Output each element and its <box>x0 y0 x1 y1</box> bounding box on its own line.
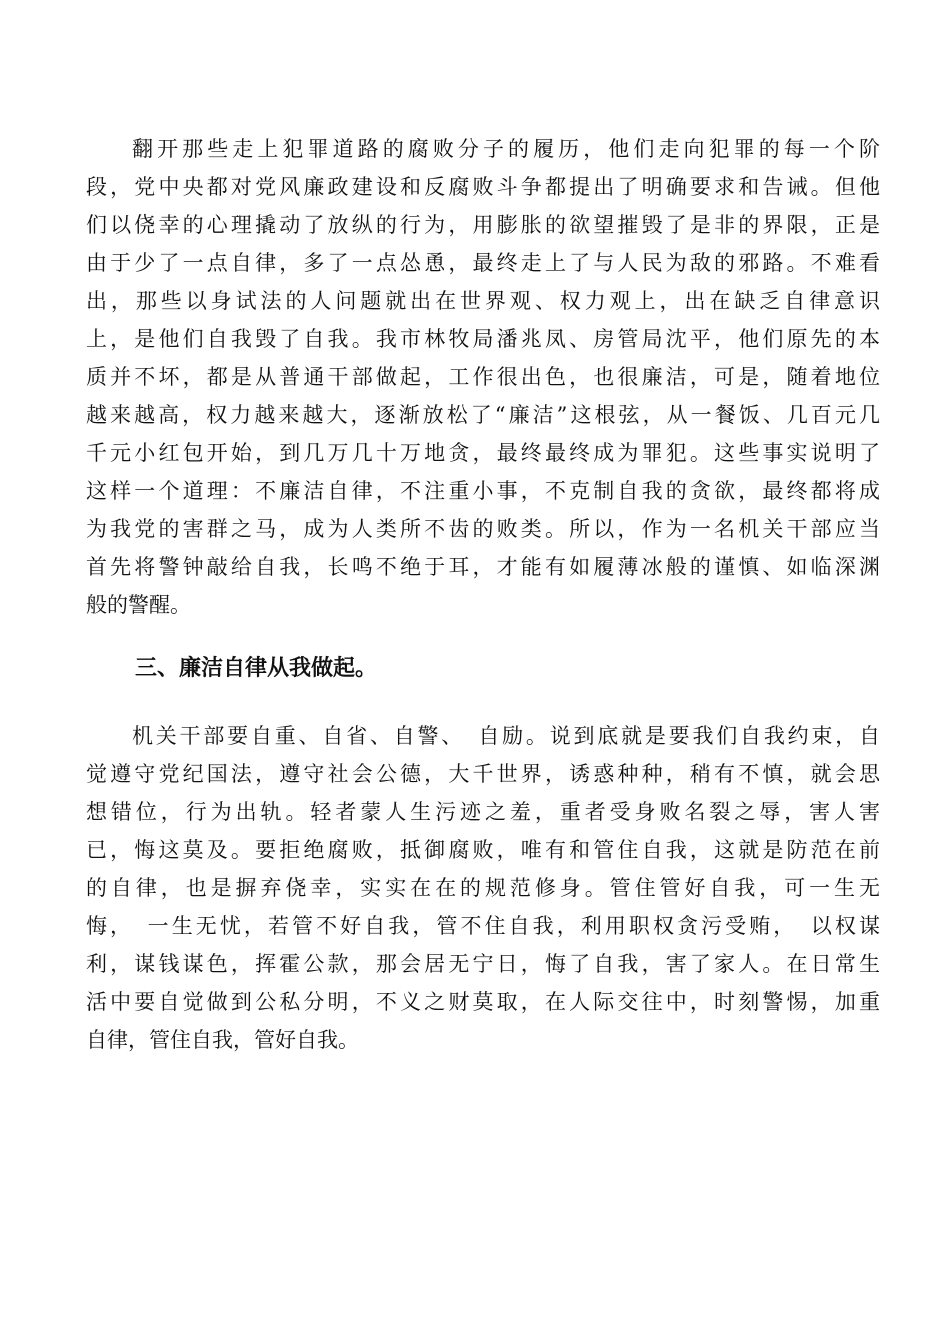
section-heading: 三、廉洁自律从我做起。 <box>135 656 378 681</box>
paragraph-line: 质并不坏，都是从普通干部做起，工作很出色，也很廉洁，可是，随着地位 <box>86 365 880 389</box>
paragraph-line: 觉遵守党纪国法，遵守社会公德，大千世界，诱惑种种，稍有不慎，就会思 <box>86 762 880 786</box>
paragraph-line: 自律，管住自我，管好自我。 <box>86 1028 359 1052</box>
paragraph-line: 千元小红包开始，到几万几十万地贪，最终最终成为罪犯。这些事实说明了 <box>86 441 880 465</box>
paragraph-line: 上，是他们自我毁了自我。我市林牧局潘兆凤、房管局沈平，他们原先的本 <box>86 327 880 351</box>
paragraph-line: 悔， 一生无忧，若管不好自我，管不住自我，利用职权贪污受贿， 以权谋 <box>86 914 880 938</box>
paragraph-line: 般的警醒。 <box>86 593 191 617</box>
paragraph-line: 的自律，也是摒弃侥幸，实实在在的规范修身。管住管好自我，可一生无 <box>86 876 880 900</box>
paragraph-line: 想错位，行为出轨。轻者蒙人生污迹之羞，重者受身败名裂之辱，害人害 <box>86 800 880 824</box>
paragraph-line: 翻开那些走上犯罪道路的腐败分子的履历，他们走向犯罪的每一个阶 <box>132 137 880 161</box>
paragraph-line: 已，悔这莫及。要拒绝腐败，抵御腐败，唯有和管住自我，这就是防范在前 <box>86 838 880 862</box>
paragraph-line: 越来越高，权力越来越大，逐渐放松了“廉洁”这根弦，从一餐饭、几百元几 <box>86 403 880 427</box>
paragraph-line: 为我党的害群之马，成为人类所不齿的败类。所以，作为一名机关干部应当 <box>86 517 880 541</box>
paragraph-line: 由于少了一点自律，多了一点怂恿，最终走上了与人民为敌的邪路。不难看 <box>86 251 880 275</box>
paragraph-line: 这样一个道理：不廉洁自律，不注重小事，不克制自我的贪欲，最终都将成 <box>86 479 880 503</box>
paragraph-line: 段，党中央都对党风廉政建设和反腐败斗争都提出了明确要求和告诫。但他 <box>86 175 880 199</box>
paragraph-line: 利，谋钱谋色，挥霍公款，那会居无宁日，悔了自我，害了家人。在日常生 <box>86 952 880 976</box>
paragraph-2 <box>86 717 880 1059</box>
paragraph-line: 们以侥幸的心理撬动了放纵的行为，用膨胀的欲望摧毁了是非的界限，正是 <box>86 213 880 237</box>
paragraph-line: 活中要自觉做到公私分明，不义之财莫取，在人际交往中，时刻警惕，加重 <box>86 990 880 1014</box>
paragraph-line: 首先将警钟敲给自我，长鸣不绝于耳，才能有如履薄冰般的谨慎、如临深渊 <box>86 555 880 579</box>
paragraph-line: 出，那些以身试法的人问题就出在世界观、权力观上，出在缺乏自律意识 <box>86 289 880 313</box>
paragraph-line: 机关干部要自重、自省、自警、 自励。说到底就是要我们自我约束，自 <box>132 724 880 748</box>
paragraph-1 <box>86 130 880 624</box>
